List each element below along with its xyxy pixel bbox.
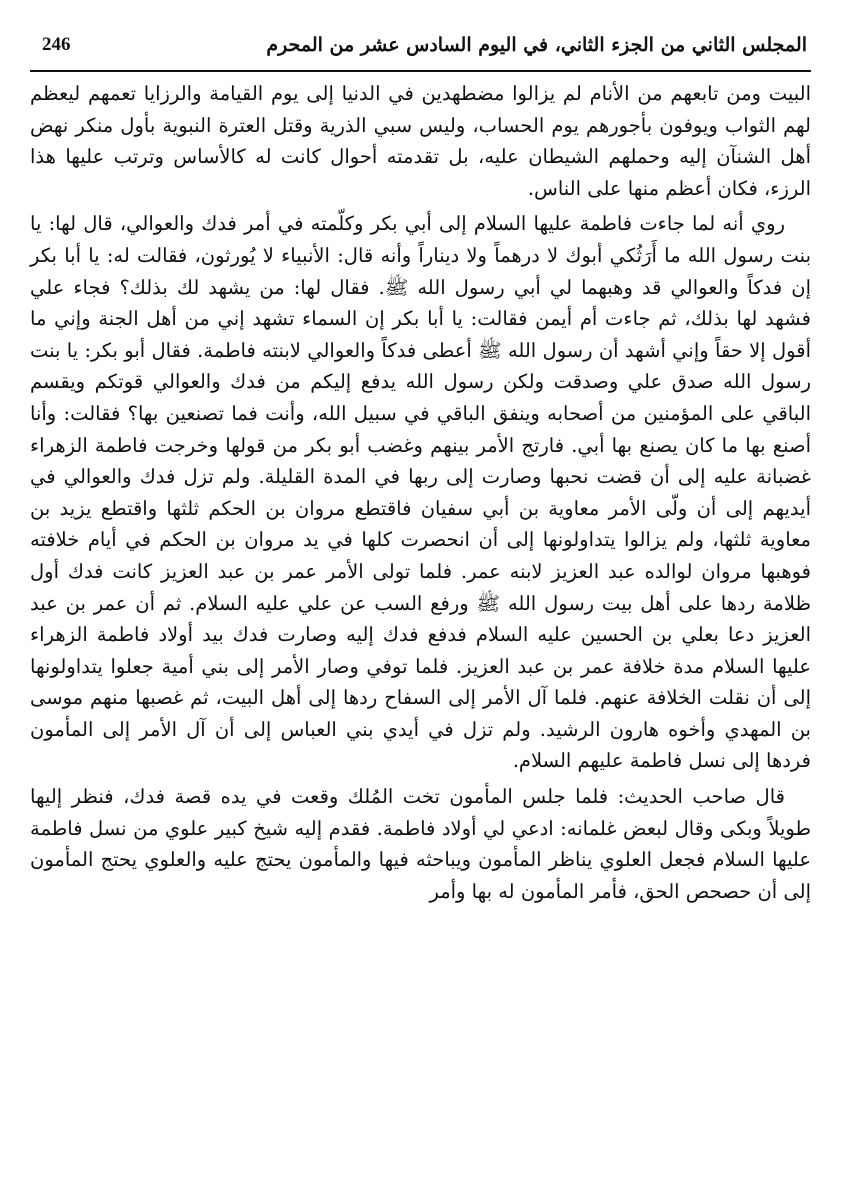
- running-header: [30, 30, 811, 72]
- page-number: 246: [42, 34, 71, 55]
- chapter-title: المجلس الثاني من الجزء الثاني، في اليوم السادس عشر من المحرم: [266, 34, 807, 56]
- paragraph-continuation: البيت ومن تابعهم من الأنام لم يزالوا مضطهدين في الدنيا إلى يوم القيامة والرزايا تعمهم ليعظم لهم الثواب ويوفون بأجورهم يوم الحساب، وليس سبي الذرية وقتل العترة النبوية بأول منكر نهض أهل الشنآن إليه وحملهم الشيطان عليه، بل تقدمته أحوال كانت له كالأساس وترتب عليها هذا الرزء، فكان أعظم منها على الناس.: [30, 82, 811, 200]
- paragraph-mamun-story: قال صاحب الحديث: فلما جلس المأمون تخت المُلك وقعت في يده قصة فدك، فنظر إليها طويلاً وبكى وقال لبعض غلمانه: ادعي لي أولاد فاطمة. فقدم إليه شيخ كبير علوي من نسل فاطمة عليها السلام فجعل العلوي يناظر المأمون ويباحثه فيها والمأمون يحتج عليه والعلوي يحتج المأمون إلى أن حصحص الحق، فأمر المأمون له بها وأمر: [30, 785, 811, 903]
- page-body: [30, 78, 811, 907]
- paragraph-fadak-narration: روي أنه لما جاءت فاطمة عليها السلام إلى أبي بكر وكلّمته في أمر فدك والعوالي، قال لها: يا بنت رسول الله ما أَرَثُكي أبوك لا درهماً ولا ديناراً وأنه قال: الأنبياء لا يُورثون، فقالت له: يا أبا بكر إن فدكاً والعوالي قد وهبهما لي أبي رسول الله ﷺ. فقال لها: من يشهد لك بذلك؟ فجاء علي فشهد لها بذلك، ثم جاءت أم أيمن فقالت: يا أبا بكر إن السماء تشهد إني من أهل الجنة وإني ما أقول إلا حقاً وإني أشهد أن رسول الله ﷺ أعطى فدكاً والعوالي لابنته فاطمة. فقال أبو بكر: يا بنت رسول الله صدق علي وصدقت ولكن رسول الله يدفع إليكم من فدك والعوالي قوتكم ويقسم الباقي على المؤمنين من أصحابه وينفق الباقي في سبيل الله، وأنت فما تصنعين بها؟ فقالت: وأنا أصنع بها ما كان يصنع بها أبي. فارتج الأمر بينهم وغضب أبو بكر من قولها وخرجت فاطمة الزهراء غضبانة عليه إلى أن قضت نحبها وصارت إلى ربها في المدة القليلة. ولم تزل فدك والعوالي في أيديهم إلى أن ولّى الأمر معاوية بن أبي سفيان فاقتطع مروان بن الحكم ثلثها واقتطع يزيد بن معاوية ثلثها، ولم يزالوا يتداولونها إلى أن انحصرت كلها في يد مروان بن الحكم في أيام خلافته فوهبها مروان لوالده عبد العزيز لابنه عمر. فلما تولى الأمر عمر بن عبد العزيز كانت فدك أول ظلامة ردها على أهل بيت رسول الله ﷺ ورفع السب عن علي عليه السلام. ثم أن عمر بن عبد العزيز دعا بعلي بن الحسين عليه السلام فدفع فدك إليه وصارت فدك بيد أولاد فاطمة الزهراء عليها السلام مدة خلافة عمر بن عبد العزيز. فلما توفي وصار الأمر إلى بني أمية جعلوا يتداولونها إلى أن نقلت الخلافة عنهم. فلما آل الأمر إلى السفاح ردها إلى أهل البيت، ثم غصبها منهم موسى بن المهدي وأخوه هارون الرشيد. ولم تزل في أيدي بني العباس إلى أن آل الأمر إلى المأمون فردها إلى نسل فاطمة عليهم السلام.: [30, 212, 811, 773]
